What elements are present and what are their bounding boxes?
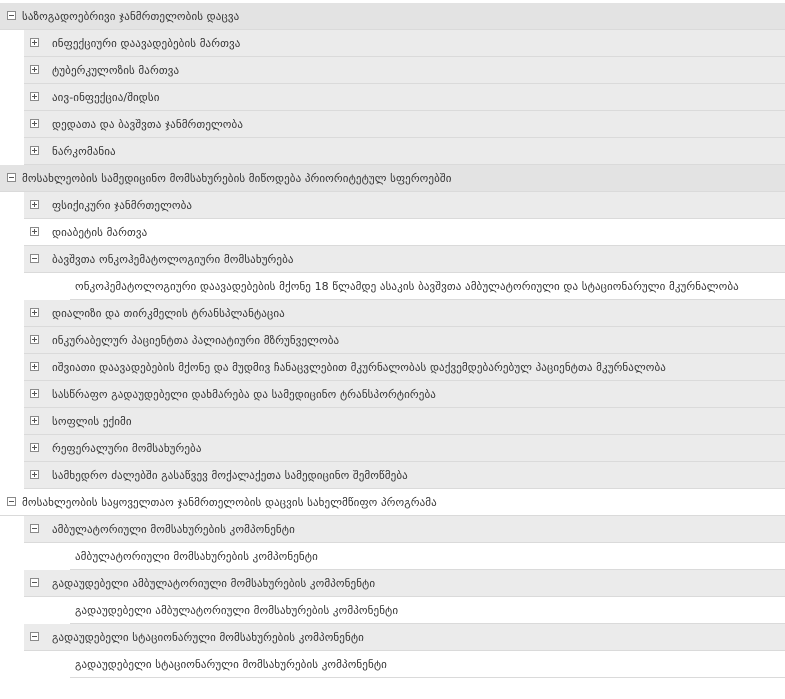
tree-row-15[interactable]: [24, 408, 785, 435]
tree-row-12[interactable]: [24, 327, 785, 354]
tree-row-23[interactable]: [24, 624, 785, 651]
tree-row-label: ინკურაბელურ პაციენტთა პალიატიური მზრუნველობა: [52, 333, 340, 347]
tree-row-label: ამბულატორიული მომსახურების კომპონენტი: [75, 549, 318, 563]
collapse-minus-icon[interactable]: [30, 524, 39, 533]
tree-row-label: ამბულატორიული მომსახურების კომპონენტი: [52, 522, 295, 536]
expand-plus-icon[interactable]: [30, 416, 39, 425]
tree-row-14[interactable]: [24, 381, 785, 408]
tree-row-20[interactable]: [70, 543, 785, 570]
tree-row-label: მოსახლეობის საყოველთაო ჯანმრთელობის დაცვის სახელმწიფო პროგრამა: [22, 495, 437, 509]
tree-row-0[interactable]: [0, 3, 785, 30]
tree-row-label: ინფექციური დაავადებების მართვა: [52, 36, 241, 50]
tree-row-5[interactable]: [24, 138, 785, 165]
collapse-minus-icon[interactable]: [7, 497, 16, 506]
tree-row-label: დედათა და ბავშვთა ჯანმრთელობა: [52, 117, 244, 131]
expand-plus-icon[interactable]: [30, 362, 39, 371]
tree-row-label: აივ-ინფექცია/შიდსი: [52, 90, 160, 104]
tree-row-label: ნარკომანია: [52, 144, 116, 158]
tree-row-label: საზოგადოებრივი ჯანმრთელობის დაცვა: [22, 9, 240, 23]
tree-row-9[interactable]: [24, 246, 785, 273]
expand-plus-icon[interactable]: [30, 227, 39, 236]
tree-row-label: იშვიათი დაავადებების მქონე და მუდმივ ჩანაცვლებით მკურნალობას დაქვემდებარებულ პაციენტთა მკურნალობა: [52, 360, 666, 374]
collapse-minus-icon[interactable]: [30, 632, 39, 641]
tree-row-21[interactable]: [24, 570, 785, 597]
tree-row-4[interactable]: [24, 111, 785, 138]
tree-row-24[interactable]: [70, 651, 785, 678]
tree-row-16[interactable]: [24, 435, 785, 462]
program-tree: [0, 3, 785, 678]
tree-row-label: ტუბერკულოზის მართვა: [52, 63, 180, 77]
expand-plus-icon[interactable]: [30, 335, 39, 344]
tree-row-label: რეფერალური მომსახურება: [52, 441, 202, 455]
expand-plus-icon[interactable]: [30, 443, 39, 452]
tree-row-22[interactable]: [70, 597, 785, 624]
collapse-minus-icon[interactable]: [30, 254, 39, 263]
tree-row-11[interactable]: [24, 300, 785, 327]
tree-row-7[interactable]: [24, 192, 785, 219]
tree-row-label: გადაუდებელი სტაციონარული მომსახურების კომპონენტი: [52, 630, 364, 644]
tree-row-label: დიაბეტის მართვა: [52, 225, 148, 239]
collapse-minus-icon[interactable]: [30, 578, 39, 587]
tree-row-label: მოსახლეობის სამედიცინო მომსახურების მიწოდება პრიორიტეტულ სფეროებში: [22, 171, 452, 185]
expand-plus-icon[interactable]: [30, 389, 39, 398]
collapse-minus-icon[interactable]: [7, 11, 16, 20]
tree-row-13[interactable]: [24, 354, 785, 381]
tree-row-label: დიალიზი და თირკმელის ტრანსპლანტაცია: [52, 306, 285, 320]
tree-row-3[interactable]: [24, 84, 785, 111]
tree-row-label: ფსიქიკური ჯანმრთელობა: [52, 198, 193, 212]
expand-plus-icon[interactable]: [30, 38, 39, 47]
expand-plus-icon[interactable]: [30, 308, 39, 317]
tree-row-label: გადაუდებელი ამბულატორიული მომსახურების კომპონენტი: [52, 576, 376, 590]
tree-row-1[interactable]: [24, 30, 785, 57]
expand-plus-icon[interactable]: [30, 92, 39, 101]
tree-row-8[interactable]: [24, 219, 785, 246]
tree-row-label: ბავშვთა ონკოჰემატოლოგიური მომსახურება: [52, 252, 294, 266]
tree-row-19[interactable]: [24, 516, 785, 543]
expand-plus-icon[interactable]: [30, 119, 39, 128]
tree-row-18[interactable]: [0, 489, 785, 516]
tree-row-label: გადაუდებელი სტაციონარული მომსახურების კომპონენტი: [75, 657, 387, 671]
tree-row-label: ონკოჰემატოლოგიური დაავადებების მქონე 18 წლამდე ასაკის ბავშვთა ამბულატორიული და სტაციონარული მკურნალობა: [75, 279, 739, 293]
tree-row-label: სასწრაფო გადაუდებელი დახმარება და სამედიცინო ტრანსპორტირება: [52, 387, 436, 401]
tree-row-label: გადაუდებელი ამბულატორიული მომსახურების კომპონენტი: [75, 603, 399, 617]
tree-row-label: სოფლის ექიმი: [52, 414, 132, 428]
expand-plus-icon[interactable]: [30, 470, 39, 479]
expand-plus-icon[interactable]: [30, 146, 39, 155]
tree-row-17[interactable]: [24, 462, 785, 489]
expand-plus-icon[interactable]: [30, 65, 39, 74]
tree-row-10[interactable]: [70, 273, 785, 300]
tree-row-2[interactable]: [24, 57, 785, 84]
tree-row-6[interactable]: [0, 165, 785, 192]
expand-plus-icon[interactable]: [30, 200, 39, 209]
collapse-minus-icon[interactable]: [7, 173, 16, 182]
tree-row-label: სამხედრო ძალებში გასაწვევ მოქალაქეთა სამედიცინო შემოწმება: [52, 468, 408, 482]
